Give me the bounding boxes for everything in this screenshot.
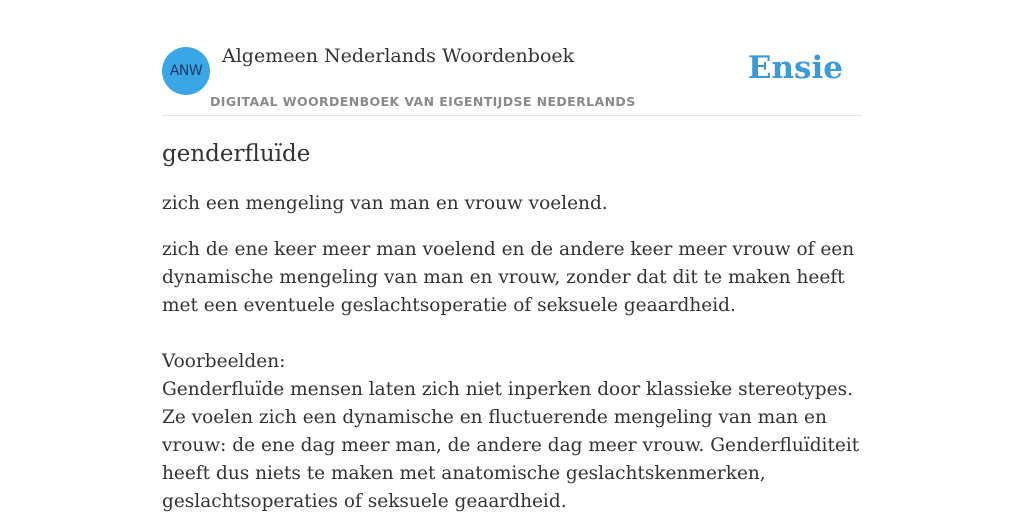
logo-text: ANW xyxy=(169,63,203,79)
source-subtitle: DIGITAAL WOORDENBOEK VAN EIGENTIJDSE NEDERLANDS xyxy=(210,94,636,109)
long-definition: zich de ene keer meer man voelend en de andere keer meer vrouw of een dynamische mengeling van man en vrouw, zonder dat dit te maken heeft met een eventuele geslachtsoperatie of seksuele geaardheid. xyxy=(162,239,855,316)
anw-logo[interactable] xyxy=(162,47,210,95)
example-text: Genderfluïde mensen laten zich niet inperken door klassieke stereotypes. Ze voelen zich een dynamische en fluctuerende mengeling van man en vrouw: de ene dag meer man, de andere dag meer vrouw. Genderfluïditeit heeft dus niets te maken met anatomische geslachtskenmerken, geslachtsoperaties of seksuele geaardheid. xyxy=(162,379,860,512)
ensie-brand-logo[interactable]: Ensie xyxy=(747,50,843,86)
header xyxy=(162,0,862,116)
short-definition: zich een mengeling van man en vrouw voelend. xyxy=(162,193,608,214)
examples-section xyxy=(162,348,862,512)
entry-content xyxy=(162,138,862,512)
entry-term: genderfluïde xyxy=(162,141,311,167)
examples-heading: Voorbeelden: xyxy=(162,351,286,372)
source-title[interactable]: Algemeen Nederlands Woordenboek xyxy=(222,45,575,67)
